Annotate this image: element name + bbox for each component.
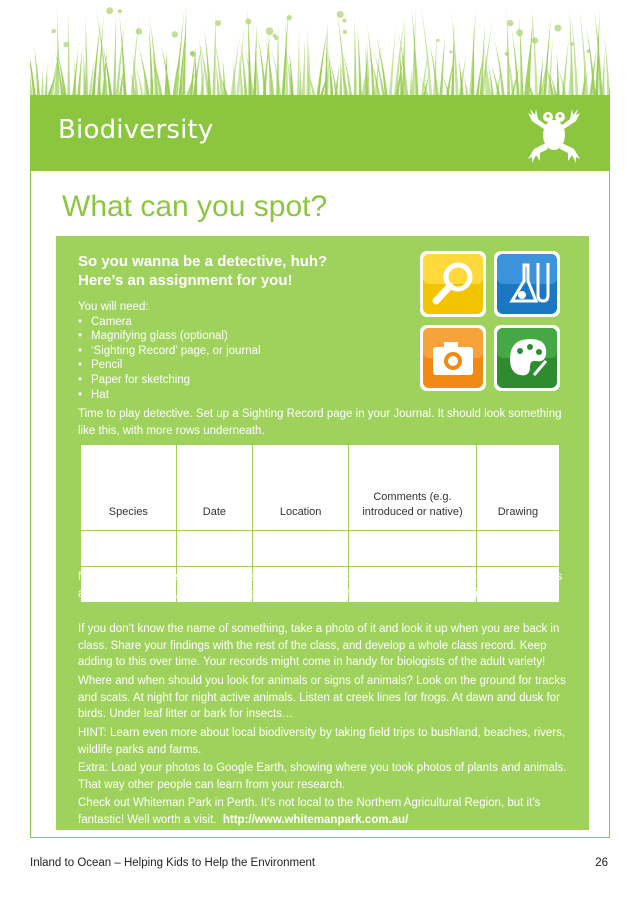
intro-line-1: So you wanna be a detective, huh? — [78, 253, 328, 270]
supply-item: • Paper for sketching — [78, 373, 261, 388]
frog-icon — [524, 103, 584, 165]
column-header: Date — [176, 445, 252, 531]
body-paragraph: Now, sneak outside with your class. (You have to be careful so you don’t scare all the creatures away!) Photograph, make note of or draw all the plants and animals (biodiversity) that you see. — [78, 571, 563, 600]
table-row — [81, 531, 560, 567]
activity-icons — [420, 251, 566, 391]
supply-item: • Hat — [78, 388, 261, 403]
supplies-list — [78, 300, 261, 402]
table-cell — [253, 531, 349, 567]
column-header: Drawing — [476, 445, 559, 531]
page-number: 26 — [595, 857, 608, 869]
park-link[interactable]: http://www.whitemanpark.com.au/ — [222, 813, 409, 826]
table-cell — [176, 531, 252, 567]
supply-item: • ‘Sighting Record’ page, or journal — [78, 344, 261, 359]
magnifying-glass-icon — [420, 251, 486, 317]
supply-item: • Camera — [78, 315, 261, 330]
column-header: Comments (e.g. introduced or native) — [349, 445, 477, 531]
biodiversity-banner — [30, 95, 610, 171]
footer-title: Inland to Ocean – Helping Kids to Help the Environment — [30, 857, 316, 869]
supply-item: • Pencil — [78, 358, 261, 373]
table-header-row — [81, 445, 560, 531]
supply-item: • Magnifying glass (optional) — [78, 329, 261, 344]
grass-decoration — [30, 0, 610, 100]
park-text: Check out Whiteman Park in Perth. It’s not local to the Northern Agricultural Region, but it’s fantastic! Well worth a visit. — [78, 797, 541, 826]
activity-panel — [56, 236, 589, 830]
body-paragraph: Extra: Load your photos to Google Earth, showing where you took photos of plants and animals. That way other people can learn from your research. — [78, 762, 567, 791]
column-header: Species — [81, 445, 177, 531]
column-header: Location — [253, 445, 349, 531]
table-cell — [476, 531, 559, 567]
intro-heading — [78, 252, 398, 290]
table-cell — [81, 531, 177, 567]
supplies-label: You will need: — [78, 301, 149, 313]
table-cell — [349, 531, 477, 567]
page-heading: What can you spot? — [62, 190, 328, 223]
body-paragraph: Where and when should you look for animals or signs of animals? Look on the ground for tracks and scats. At night for night active animals. Listen at creek lines for frogs. At dawn and dusk for birds. Under leaf litter or bark for insects… — [78, 675, 566, 720]
paint-palette-icon — [494, 325, 560, 391]
instructions-paragraph: Time to play detective. Set up a Sighting Record page in your Journal. It should look something like this, with more rows underneath. — [78, 408, 562, 437]
flasks-icon — [494, 251, 560, 317]
body-paragraph — [78, 795, 578, 828]
body-paragraph: If you don’t know the name of something, take a photo of it and look it up when you are back in class. Share your findings with the rest of the class, and develop a whole class record. Keep adding to this over time. Your records might come in handy for biologists of the adult variety! — [78, 623, 560, 668]
camera-icon — [420, 325, 486, 391]
body-paragraph: HINT: Learn even more about local biodiversity by taking field trips to bushland, beaches, rivers, wildlife parks and farms. — [78, 727, 566, 756]
banner-title: Biodiversity — [58, 115, 214, 145]
intro-line-2: Here’s an assignment for you! — [78, 272, 293, 289]
